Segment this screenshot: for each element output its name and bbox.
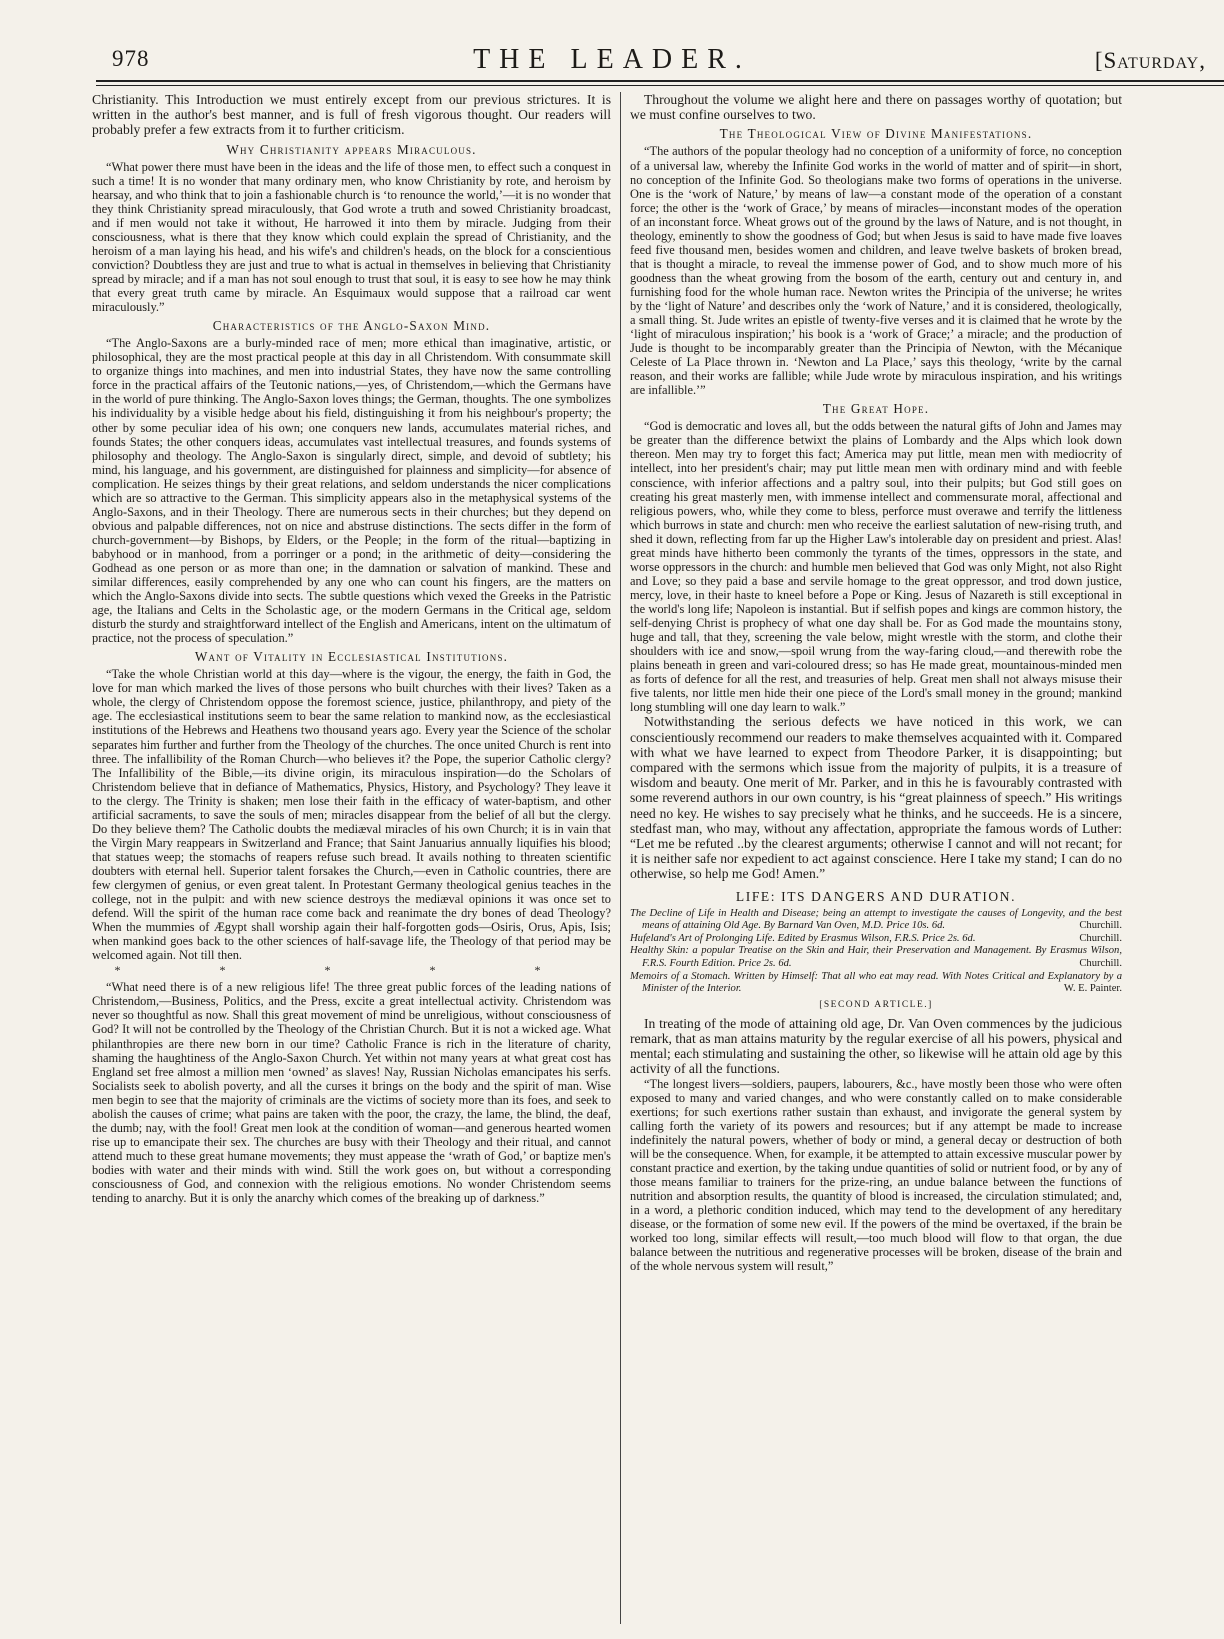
intro-paragraph: Christianity. This Introduction we must entirely except from our previous strictures. It is written in the author's best manner, and is full of fresh vigorous thought. Our readers will probably prefer a few extracts from it to further criticism. <box>92 92 611 138</box>
book-description: The Decline of Life in Health and Disease; being an attempt to investigate the causes of Longevity, and the best means of attaining Old Age. By Barnard Van Oven, M.D. Price 10s. 6d. <box>630 907 1122 932</box>
book-description: Hufeland's Art of Prolonging Life. Edited by Erasmus Wilson, F.R.S. Price 2s. 6d. <box>630 932 976 944</box>
page-number: 978 <box>112 46 150 71</box>
book-entry <box>630 908 1122 933</box>
newspaper-title: THE LEADER. <box>473 44 751 75</box>
book-entry <box>630 945 1122 970</box>
section-heading-theological-view: The Theological View of Divine Manifestations. <box>719 126 1033 142</box>
book-description: Memoirs of a Stomach. Written by Himself: That all who eat may read. With Notes Critical and Explanatory by a Minister of the Interior. <box>630 970 1122 995</box>
book-publisher: W. E. Painter. <box>1063 983 1122 995</box>
left-column <box>92 92 611 1205</box>
quote-anglo-saxon: “The Anglo-Saxons are a burly-minded race of men; more ethical than imaginative, artistic, or philosophical, they are the most practical people at this day in all Christendom. With consummate skill to organize things into machines, and men into industrial States, they have now the same controlling force in the practical affairs of the Teutonic nations,—yes, of Christendom,—which the Germans have in the world of pure thinking. The Anglo-Saxon loves things; the German, thoughts. The one symbolizes his individuality by a visible hedge about his field, distinguishing it from his neighbour's property; the other by some peculiar idea of his own; one conquers new lands, accumulates material riches, and founds States; the other conquers ideas, accumulates vast intellectual treasures, and founds systems of philosophy and theology. The Anglo-Saxon is singularly direct, simple, and devoid of subtlety; his mind, his language, and his government, are distinguished for plainness and simplicity—for absence of complication. He seizes things by their great relations, and seldom understands the nicer complications which are so attractive to the German. This simplicity appears also in the metaphysical systems of the Anglo-Saxons, and in their Theology. There are numerous sects in their churches; but they depend on obvious and palpable differences, not on nice and abstruse distinctions. The sects differ in the form of church-government—by Bishops, by Elders, or the People; in the form of the ritual—baptizing in babyhood or in manhood, from a porringer or a pond; in the arithmetic of deity—considering the Godhead as one person or as more than one; in the damnation or salvation of mankind. These and similar differences, easily comprehended by any one who can count his fingers, are the matters on which the Anglo-Saxons divide into sects. The subtle questions which vexed the Greeks in the Patristic age, the Italians and Celts in the Scholastic age, or the modern Germans in the Critical age, seldom disturb the sturdy and straightforward intellect of the English and Americans, intent on the ultimatum of practice, not the process of speculation.” <box>92 336 611 646</box>
second-article-note: [SECOND ARTICLE.] <box>819 999 933 1010</box>
page-header <box>0 0 1224 92</box>
book-description: Healthy Skin: a popular Treatise on the Skin and Hair, their Preservation and Management. By Erasmus Wilson, F.R.S. Fourth Edition. Price 2s. 6d. <box>630 945 1122 969</box>
book-publisher: Churchill. <box>1079 932 1122 944</box>
quote-longest-livers: “The longest livers—soldiers, paupers, labourers, &c., have mostly been those who were often exposed to many and varied changes, and who were constantly called on to make considerable exertions; for such exertions rather sustain than exhaust, and invigorate the general system by calling forth the variety of its powers and resources; but if any attempt be made to increase indefinitely the natural powers, whether of body or mind, a general decay or destruction of both will be the consequence. When, for example, it be attempted to attain excessive muscular power by constant practice and exertion, by the taking undue quantities of solid or nutrient food, or by any of those means familiar to trainers for the prize-ring, an undue balance between the functions of nutrition and absorption results, the quantity of blood is increased, the circulation stimulated; and, in a word, a plethoric condition induced, which may tend to the development of any hereditary disease, or the formation of some new evil. If the powers of the mind be overtaxed, if the brain be worked too long, similar effects will result,—too much blood will flow to that organ, the due balance between the nutritious and regenerative processes will be broken, disease of the brain and of the whole nervous system will result,” <box>630 1076 1122 1274</box>
header-rule <box>96 80 1224 82</box>
quote-why-christianity: “What power there must have been in the ideas and the life of those men, to effect such a conquest in such a time! It is no wonder that many ordinary men, who know Christianity by rote, and heroism by hearsay, and who think that to join a fashionable church is ‘to renounce the world,’—it is no wonder that they think Christianity spread miraculously, that God wrote a truth and sowed Christianity broadcast, and if men would not take it without, He harrowed it into them by miracle. Judging from their consciousness, what is there that they know which could explain the spread of Christianity, and the heroism of a man laying his head, and his wife's and children's heads, on the block for a conscientious conviction? Doubtless they are just and true to what is actual in themselves in believing that Christianity spread by miracle; and if a man has not soul enough to trust that soul, it is easy to see how he may think that every great truth came by miracle. An Esquimaux would suppose that a railroad car went miraculously.” <box>92 159 611 315</box>
issue-day: [Saturday, <box>1094 48 1206 73</box>
quote-new-religious-life: “What need there is of a new religious life! The three great public forces of the leading nations of Christendom,—Business, Politics, and the Press, excite a great intellectual activity. Christendom was never so thoughtful as now. Shall this great movement of mind be unreligious, without consciousness of God? It will not be controlled by the Theology of the Christian Church. But it is not a wicked age. What philanthropies are there new born in our time? Catholic France is rich in the literature of charity, shaming the haughtiness of the Anglo-Saxon Church. Yet within not many years at what great cost has England set free almost a million men ‘owned’ as slaves! Nay, Russian Nicholas emancipates his serfs. Socialists seek to abolish poverty, and all the curses it brings on the body and the spirit of man. Wise men begin to see that the majority of criminals are the victims of society more than its foes, and seek to abolish the causes of crime; what pains are taken with the poor, the crazy, the lame, the blind, the deaf, the dumb; nay, with the fool! Great men look at the condition of woman—and generous hearted women rise up to emancipate their sex. The churches are busy with their Theology and their ritual, and cannot attend much to these great humane movements; they must appease the ‘wrath of God,’ or baptize men's bodies with water and their minds with wind. Still the work goes on, but without a corresponding consciousness of God, and connexion with the religious emotions. No wonder Christendom seems tending to anarchy. But it is only the anarchy which comes of the breaking up of darkness.” <box>92 980 611 1206</box>
book-publisher: Churchill. <box>1079 920 1122 932</box>
quote-great-hope: “God is democratic and loves all, but the odds between the natural gifts of John and James may be greater than the difference betwixt the plains of Lombardy and the Alps which look down thereon. Men may try to forget this fact; America may put little, mean men with mediocrity of intellect, into her president's chair; may put little mean men with ordinary mind and with feeble conscience, with inferior affections and a paltry soul, into their pulpits; but God still goes on creating his great masterly men, with immense intellect and commensurate moral, affectional and religious powers, who, while they come to bless, perforce must overawe and terrify the littleness which burrows in state and church: men who receive the earliest salutation of new-rising truth, and shed it down, reflecting from far up the Higher Law's intolerable day on president and priest. Alas! great minds have hitherto been commonly the tyrants of the times, oppressors in the state, and worse oppressors in the church: and humble men believed that God was only Might, not also Right and Love; so they paid a base and servile homage to the great oppressor, and trod down justice, mercy, love, in their haste to kneel before a Pope or King. Jesus of Nazareth is still exceptional in the world's long life; Napoleon is instantial. But if selfish popes and kings are common history, the self-denying Christ is prophecy of what one day shall be. For as God made the mountains stony, huge and tall, that they, screening the vale below, might wrestle with the storm, and clothe their shoulders with ice and snow,—spoil wrung from the way-faring cloud,—and therewith robe the plains beneath in green and vari-coloured dress; so has He made great, mountainous-minded men as forts of defence for all the rest, and treasuries of help. Great men shall not always misuse their five talents, nor little men hide their one piece of the Lord's small money in the ground; mankind long stumbling will one day learn to walk.” <box>630 419 1122 715</box>
section-heading-why-christianity: Why Christianity appears Miraculous. <box>226 141 477 157</box>
review-conclusion: Notwithstanding the serious defects we have noticed in this work, we can conscientiously recommend our readers to make themselves acquainted with it. Compared with what we have learned to expect from Theodore Parker, it is disappointing; but compared with the sermons which issue from the majority of pulpits, it is a treasure of wisdom and beauty. One merit of Mr. Parker, and in this he is favourably contrasted with some reverend authors in our own country, is his “great plainness of speech.” His writings need no key. He wishes to say precisely what he thinks, and he succeeds. He is a sincere, stedfast man, who may, without any affectation, appropriate the famous words of Luther: “Let me be refuted ..by the clearest arguments; otherwise I cannot and will not recant; for it is neither safe nor expedient to act against conscience. Here I take my stand; I can do no otherwise, so help me God! Amen.” <box>630 714 1122 882</box>
column-divider <box>620 92 621 1624</box>
section-heading-want-of-vitality: Want of Vitality in Ecclesiastical Institutions. <box>194 649 509 665</box>
section-break-stars: * * * * * <box>114 963 589 978</box>
quote-want-of-vitality: “Take the whole Christian world at this day—where is the vigour, the energy, the faith in God, the love for man which marked the lives of those persons who built churches with their lives? Taken as a whole, the clergy of Christendom oppose the foremost science, justice, philanthropy, and piety of the age. The ecclesiastical institutions seem to bear the same relation to mankind now, as the ecclesiastical institutions of the Hebrews and Heathens two thousand years ago. Every year the Science of the scholar separates him further and further from the Theology of the churches. The once united Church is rent into three. The infallibility of the Roman Church—who believes it? the Pope, the superior Catholic clergy? The Infallibility of the Bible,—its divine origin, its miraculous inspiration—do the Scholars of Christendom believe that in defiance of Mathematics, Physics, History, and Psychology? They leave it to the clergy. The Trinity is shaken; men lose their faith in the efficacy of water-baptism, and other artificial sacraments, to save the souls of men; miracles disappear from the belief of all but the clergy. Do they believe them? The Catholic doubts the mediæval miracles of his own Church; it is in vain that the Virgin Mary reappears in Switzerland and France; that Saint Januarius annually liquifies his blood; that statues weep; the stomachs of reapers refuse such bread. It avails nothing to threaten scientific doubters with eternal hell. Superior talent forsakes the Church,—even in Catholic countries, there are few clergymen of genius, or even great talent. In Protestant Germany theological genius teaches in the college, not in the pulpit: and with new science destroys the mediæval opinions it was once set to defend. Will the spirit of the human race come back and reanimate the dry bones of dead Theology? When the mummies of Ægypt shall worship again their half-forgotten gods—Osiris, Orus, Apis, Isis; when mankind goes back to the other sciences of half-savage life, the Theology of that period may be welcomed again. Not till then. <box>92 667 611 963</box>
book-publisher: Churchill. <box>1079 957 1122 969</box>
article-opening-paragraph: In treating of the mode of attaining old age, Dr. Van Oven commences by the judicious remark, that as man attains maturity by the regular exercise of all his powers, physical and mental; each stimulating and sustaining the other, so likewise will he attain old age by this activity of all the functions. <box>630 1015 1122 1077</box>
article-title-life: LIFE: ITS DANGERS AND DURATION. <box>735 888 1017 904</box>
right-column <box>630 92 1122 1273</box>
section-heading-great-hope: The Great Hope. <box>822 401 930 417</box>
book-entry <box>630 971 1122 996</box>
section-heading-anglo-saxon: Characteristics of the Anglo-Saxon Mind. <box>212 318 491 334</box>
book-entry <box>630 933 1122 946</box>
quote-theological-view: “The authors of the popular theology had no conception of a uniformity of force, no conception of a universal law, whereby the Infinite God works in the world of matter and of spirit—in short, no conception of the Infinite God. So theologians make two forms of operations in the universe. One is the ‘work of Nature,’ by means of law—a constant mode of the operation of a constant force; the other is the ‘work of Grace,’ by means of miracles—inconstant modes of the operation of an inconstant force. Wheat grows out of the ground by the laws of Nature, and is not thought, in theology, eminently to show the goodness of God; but when Jesus is said to have made five loaves feed five thousand men, besides women and children, and leave twelve baskets of broken bread, that is thought a miracle, to reveal the immense power of God, and to show much more of his goodness than the wheat growing from the bosom of the earth, century out and century in, and furnishing food for the whole human race. Newton writes the Principia of the universe; he writes by the ‘light of Nature’ and describes only the ‘work of Nature,’ and it is considered, theologically, a small thing. St. Jude writes an epistle of twenty-five verses and it is claimed that he wrote by the ‘light of miraculous inspiration;’ his book is a ‘work of Grace;’ a miracle; and the production of Jude is thought to be incomparably greater than the Principia of Newton, with the Mécanique Celeste of La Place thrown in. ‘Newton and La Place,’ says this theology, ‘write by the carnal reason, and their works are fallible; while Jude wrote by miraculous inspiration, and his writings are infallible.’” <box>630 144 1122 398</box>
header-rule-thin <box>96 85 1224 86</box>
intro-paragraph-right: Throughout the volume we alight here and there on passages worthy of quotation; but we must confine ourselves to two. <box>630 92 1122 123</box>
